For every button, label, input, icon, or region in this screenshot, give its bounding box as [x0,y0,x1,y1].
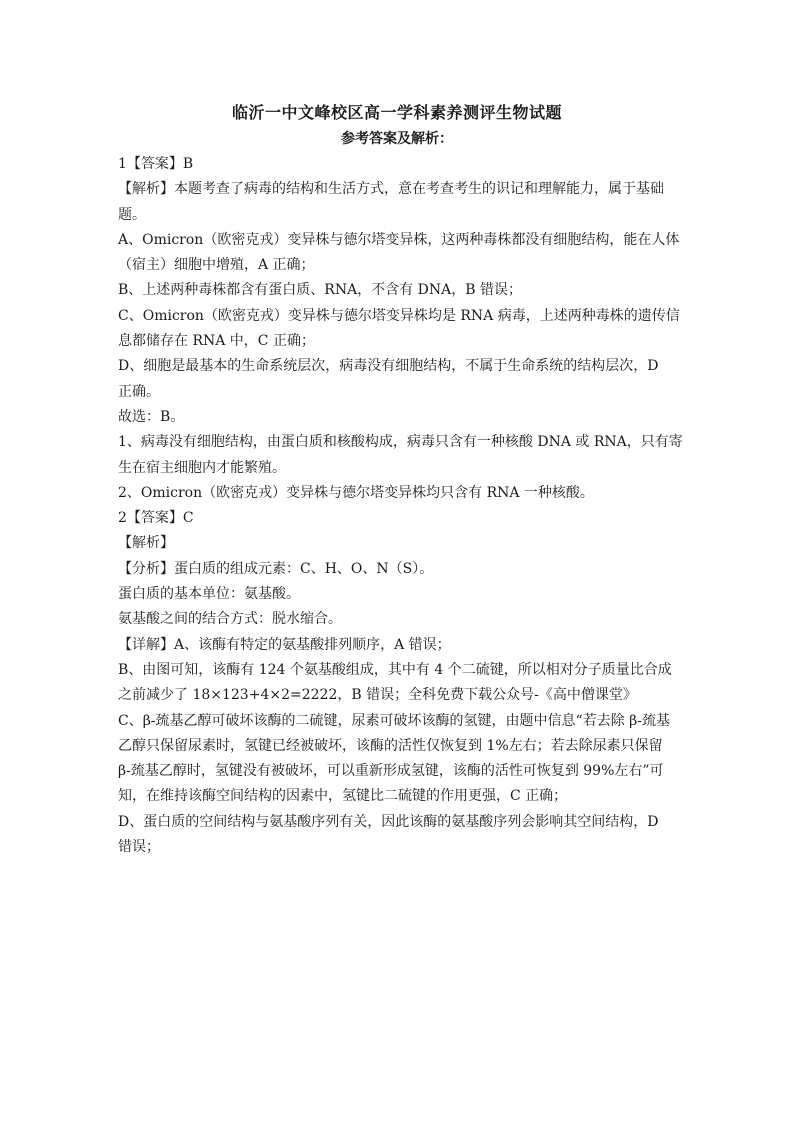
text-line: 之前减少了 18×123+4×2=2222，B 错误；全科免费下载公众号-《高中僧课堂》 [118,687,637,704]
text-line: C、β-巯基乙醇可破坏该酶的二硫键，尿素可破坏该酶的氢键，由题中信息“若去除 β-巯基 [118,712,670,729]
text-line: 知，在维持该酶空间结构的因素中，氢键比二硫键的作用更强，C 正确； [118,788,568,805]
text-line: β-巯基乙醇时，氢键没有被破坏，可以重新形成氢键，该酶的活性可恢复到 99%左右”可 [118,763,664,780]
page-title: 临沂一中文峰校区高一学科素养测评生物试题 [231,103,562,122]
answer-1-heading: 1【答案】B [118,156,194,172]
text-line: 错误； [118,839,160,856]
text-line: A、Omicron（欧密克戎）变异株与德尔塔变异株，这两种毒株都没有细胞结构，能在人体 [118,231,680,248]
text-line: B、由图可知，该酶有 124 个氨基酸组成，其中有 4 个二硫键，所以相对分子质量比合成 [118,661,672,678]
text-line: 【解析】 [118,535,174,552]
page-subtitle: 参考答案及解析： [341,131,453,147]
text-line: （宿主）细胞中增殖，A 正确； [118,257,315,274]
text-line: 题。 [118,206,146,223]
text-line: 1、病毒没有细胞结构，由蛋白质和核酸构成，病毒只含有一种核酸 DNA 或 RNA，只有寄 [118,434,683,451]
text-line: 息都储存在 RNA 中，C 正确； [118,333,315,350]
text-line: D、细胞是最基本的生命系统层次，病毒没有细胞结构，不属于生命系统的结构层次，D [118,358,659,375]
text-line: 蛋白质的基本单位：氨基酸。 [118,586,300,603]
text-line: 生在宿主细胞内才能繁殖。 [118,459,286,476]
text-line: 【详解】A、该酶有特定的氨基酸排列顺序，A 错误； [118,636,451,653]
answer-2-heading: 2【答案】C [118,510,194,527]
text-line: 乙醇只保留尿素时，氢键已经被破坏，该酶的活性仅恢复到 1%左右；若去除尿素只保留 [118,737,663,754]
text-line: 氨基酸之间的结合方式：脱水缩合。 [118,611,342,628]
text-line: B、上述两种毒株都含有蛋白质、RNA，不含有 DNA，B 错误； [118,282,522,299]
text-line: D、蛋白质的空间结构与氨基酸序列有关，因此该酶的氨基酸序列会影响其空间结构，D [118,813,659,830]
text-line: 【分析】蛋白质的组成元素：C、H、O、N（S）。 [118,560,434,577]
text-line: 2、Omicron（欧密克戎）变异株与德尔塔变异株均只含有 RNA 一种核酸。 [118,484,594,501]
text-line: 正确。 [118,383,160,400]
text-line: 故选：B。 [118,408,185,425]
text-line: 【解析】本题考查了病毒的结构和生活方式，意在考查考生的识记和理解能力，属于基础 [118,181,664,198]
document-body [118,152,683,860]
text-line: C、Omicron（欧密克戎）变异株与德尔塔变异株均是 RNA 病毒，上述两种毒株的遗传信 [118,307,680,324]
